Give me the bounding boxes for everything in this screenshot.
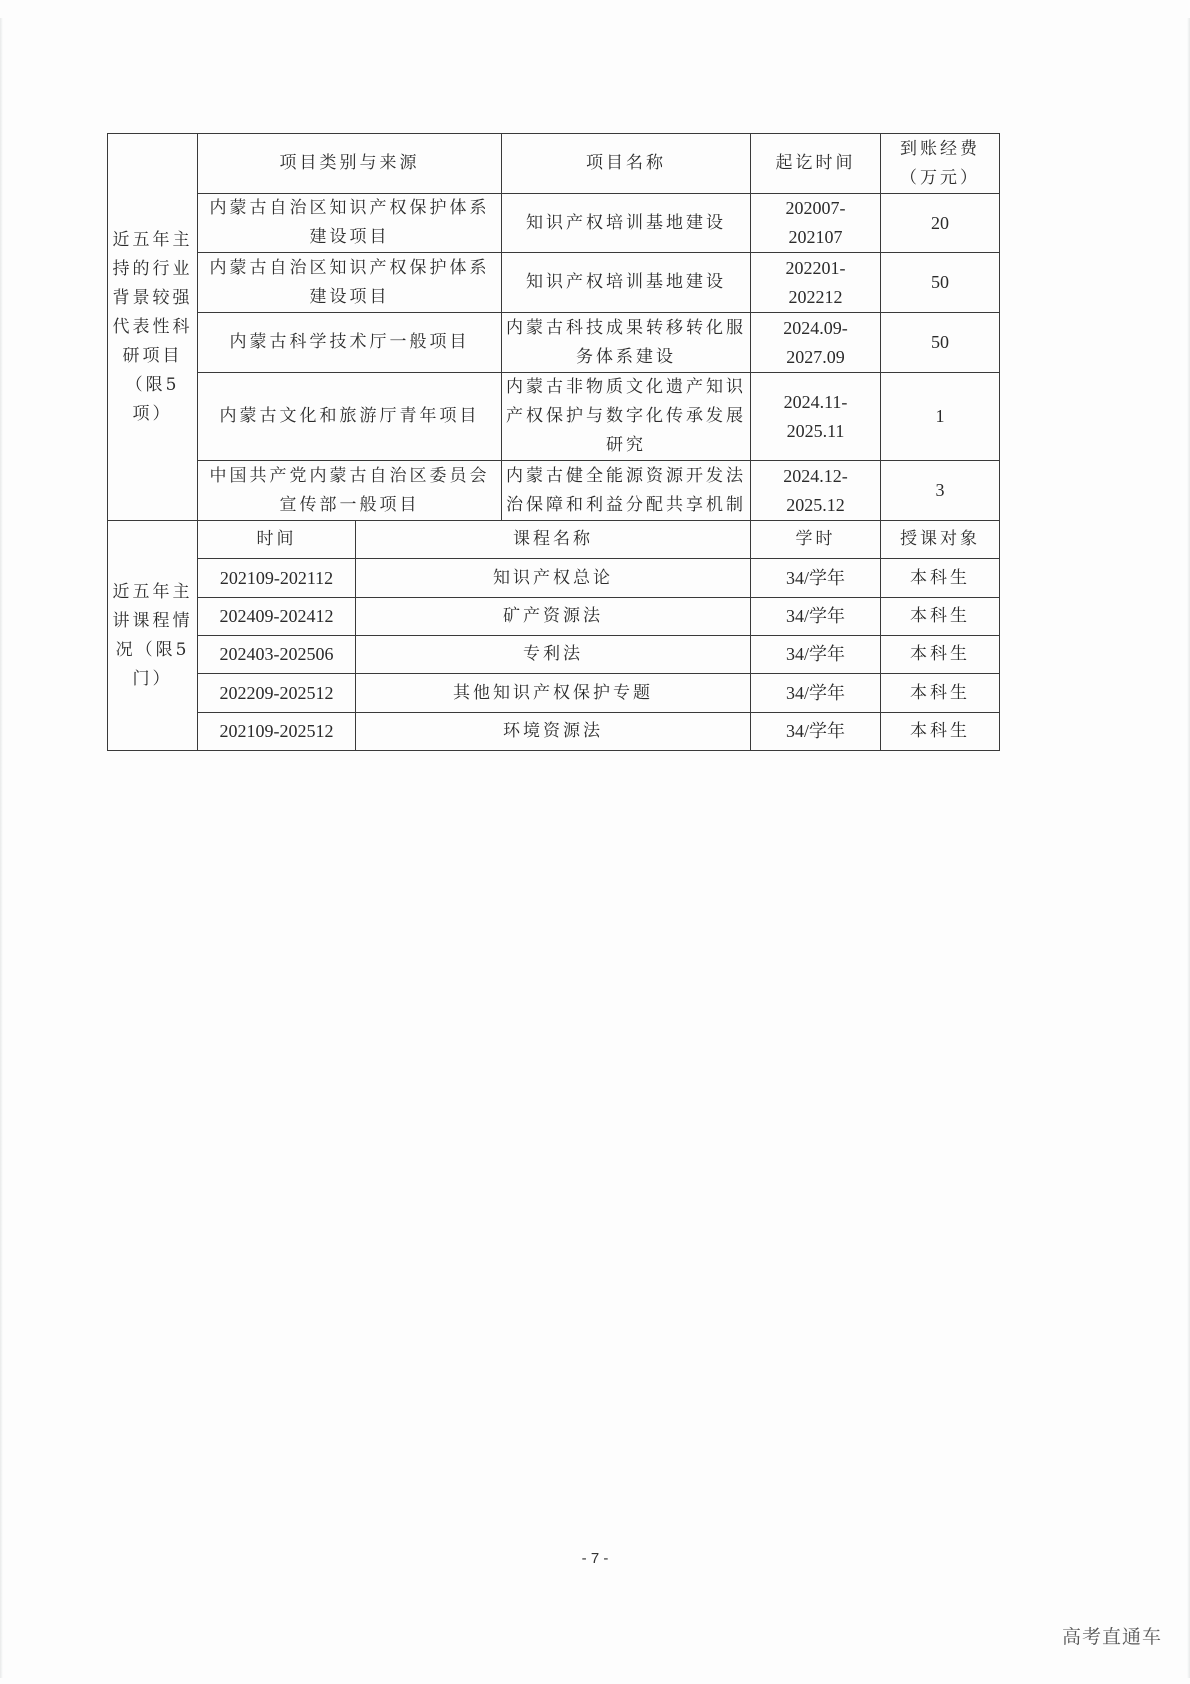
research-row [108,313,1000,373]
course-hours: 34/学年 [751,559,881,598]
course-name: 环境资源法 [356,713,751,751]
course-row [108,713,1000,751]
course-hours: 34/学年 [751,636,881,674]
period-end: 2025.11 [786,420,845,441]
course-audience: 本科生 [881,674,1000,713]
project-period [751,194,881,253]
project-funding: 50 [881,253,1000,313]
course-audience: 本科生 [881,598,1000,636]
period-start: 202201- [785,257,846,278]
research-section-label: 近五年主持的行业背景较强代表性科研项目（限5项） [108,134,198,521]
project-period [751,373,881,461]
header-category: 项目类别与来源 [198,134,502,194]
project-name: 内蒙古非物质文化遗产知识产权保护与数字化传承发展研究 [502,373,751,461]
header-project-name: 项目名称 [502,134,751,194]
course-audience: 本科生 [881,636,1000,674]
project-period [751,461,881,521]
period-end: 202107 [788,227,843,247]
header-period: 起讫时间 [751,134,881,194]
project-funding: 20 [881,194,1000,253]
research-row [108,194,1000,253]
course-row [108,636,1000,674]
research-header-row [108,134,1000,194]
course-name: 专利法 [356,636,751,674]
scan-edge-left [0,18,3,1678]
info-table [107,133,1000,751]
header-funding-line1: 到账经费 [900,138,980,159]
course-time: 202109-202512 [198,713,356,751]
course-hours: 34/学年 [751,674,881,713]
course-row [108,598,1000,636]
research-row [108,253,1000,313]
header-time: 时间 [198,521,356,559]
period-start: 2024.09- [783,317,848,338]
project-name: 内蒙古科技成果转移转化服务体系建设 [502,313,751,373]
header-hours: 学时 [751,521,881,559]
course-name: 矿产资源法 [356,598,751,636]
course-section-label: 近五年主讲课程情况（限5门） [108,521,198,751]
course-name: 知识产权总论 [356,559,751,598]
project-name: 知识产权培训基地建设 [502,253,751,313]
course-audience: 本科生 [881,713,1000,751]
project-name: 内蒙古健全能源资源开发法治保障和利益分配共享机制 [502,461,751,521]
header-funding [881,134,1000,194]
course-time: 202403-202506 [198,636,356,674]
period-end: 2027.09 [786,346,845,367]
project-period [751,253,881,313]
header-audience: 授课对象 [881,521,1000,559]
project-category: 中国共产党内蒙古自治区委员会宣传部一般项目 [198,461,502,521]
project-name: 知识产权培训基地建设 [502,194,751,253]
watermark: 高考直通车 [1061,1626,1162,1648]
project-category: 内蒙古自治区知识产权保护体系建设项目 [198,253,502,313]
project-funding: 1 [881,373,1000,461]
header-course-name: 课程名称 [356,521,751,559]
course-audience: 本科生 [881,559,1000,598]
period-end: 2025.12 [786,494,845,515]
project-funding: 3 [881,461,1000,521]
course-row [108,559,1000,598]
course-time: 202409-202412 [198,598,356,636]
course-name: 其他知识产权保护专题 [356,674,751,713]
course-time: 202209-202512 [198,674,356,713]
research-row [108,461,1000,521]
course-header-row [108,521,1000,559]
project-category: 内蒙古科学技术厅一般项目 [198,313,502,373]
course-hours: 34/学年 [751,598,881,636]
period-start: 2024.12- [783,465,848,486]
course-row [108,674,1000,713]
period-start: 202007- [785,198,846,218]
page-number: - 7 - [581,1550,609,1567]
period-end: 202212 [788,286,843,307]
project-category: 内蒙古文化和旅游厅青年项目 [198,373,502,461]
header-funding-line2: （万元） [900,167,980,188]
project-funding: 50 [881,313,1000,373]
project-category: 内蒙古自治区知识产权保护体系建设项目 [198,194,502,253]
period-start: 2024.11- [783,391,848,412]
project-period [751,313,881,373]
course-hours: 34/学年 [751,713,881,751]
research-row [108,373,1000,461]
course-time: 202109-202112 [198,559,356,598]
